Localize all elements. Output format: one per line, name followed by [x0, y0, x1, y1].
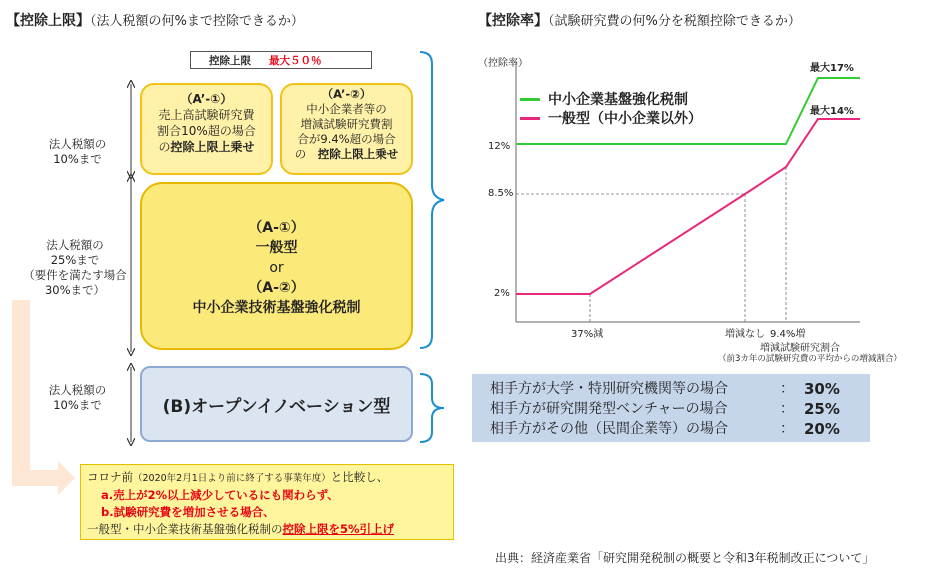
legend-swatch-pink [520, 117, 540, 120]
x-tick-37: 37%減 [571, 329, 604, 340]
annotation-max-17: 最大17% [810, 63, 854, 74]
source-note: 出典：経済産業省「研究開発税制の概要と令和3年税制改正について」 [495, 551, 875, 565]
x-tick-9-4: 9.4%増 [770, 329, 806, 340]
right-header-title: 【控除率】 [478, 13, 548, 29]
box-b-label: (B)オープンイノベーション型 [162, 396, 391, 417]
annotation-max-14: 最大14% [810, 106, 854, 117]
y-tick-2: 2% [494, 288, 510, 299]
brace-upper [420, 52, 444, 348]
right-header-subtitle: （試験研究費の何%分を税額控除できるか） [548, 14, 801, 29]
y-axis-label: （控除率） [478, 58, 528, 69]
legend-swatch-green [520, 98, 540, 101]
series-line-general [516, 119, 860, 294]
y-tick-12: 12% [488, 141, 511, 152]
cap-label-key: 控除上限 [209, 54, 251, 67]
level-label-10-top: 法人税額の 10%まで [48, 137, 107, 166]
x-tick-0: 増減なし [725, 329, 765, 340]
rates-panel [472, 374, 870, 442]
legend-label-sme: 中小企業基盤強化税制 [548, 92, 688, 108]
cap-label-value: 最大５０％ [269, 54, 322, 67]
corona-note: コロナ前（2020年2月1日より前に終了する事業年度）と比較し、 a.売上が2%以上減少しているにも関わらず、 b.試験研究費を増加させる場合、 一般型・中小企業技術基盤強化税制の控除上限を5%引上げ [80, 464, 454, 540]
y-tick-8-5: 8.5% [488, 188, 514, 199]
box-b-open-innovation [140, 366, 413, 442]
legend-item-general [520, 108, 702, 128]
box-a-general: （A-①） 一般型 or （A-②） 中小企業技術基盤強化税制 [140, 182, 413, 350]
left-header-subtitle: （法人税額の何%まで控除できるか） [90, 14, 304, 29]
box-a-prime-2: （A’-②） 中小企業者等の 増減試験研究費割 合が9.4%超の場合 の 控除上限上乗せ [280, 83, 413, 175]
level-label-10-bottom: 法人税額の 10%まで [48, 383, 107, 412]
box-a-prime-1: （A’-①） 売上高試験研究費 割合10%超の場合 の控除上限上乗せ [140, 83, 273, 175]
legend-label-general: 一般型（中小企業以外） [548, 111, 702, 127]
x-axis-note: （前3カ年の試験研究費の平均からの増減割合） [718, 354, 902, 364]
rate-row: 相手方が大学・特別研究機関等の場合 ： 30% [490, 380, 840, 398]
right-header [478, 10, 801, 30]
rate-row: 相手方が研究開発型ベンチャーの場合 ： 25% [490, 400, 840, 418]
x-axis-label: 増減試験研究割合 [760, 343, 840, 354]
rate-row: 相手方がその他（民間企業等）の場合 ： 20% [490, 420, 840, 438]
left-header-title: 【控除上限】 [6, 13, 90, 29]
legend-item-sme [520, 89, 688, 109]
brace-lower [420, 374, 444, 442]
level-label-25: 法人税額の 25%まで （要件を満たす場合 30%まで） [23, 238, 127, 297]
